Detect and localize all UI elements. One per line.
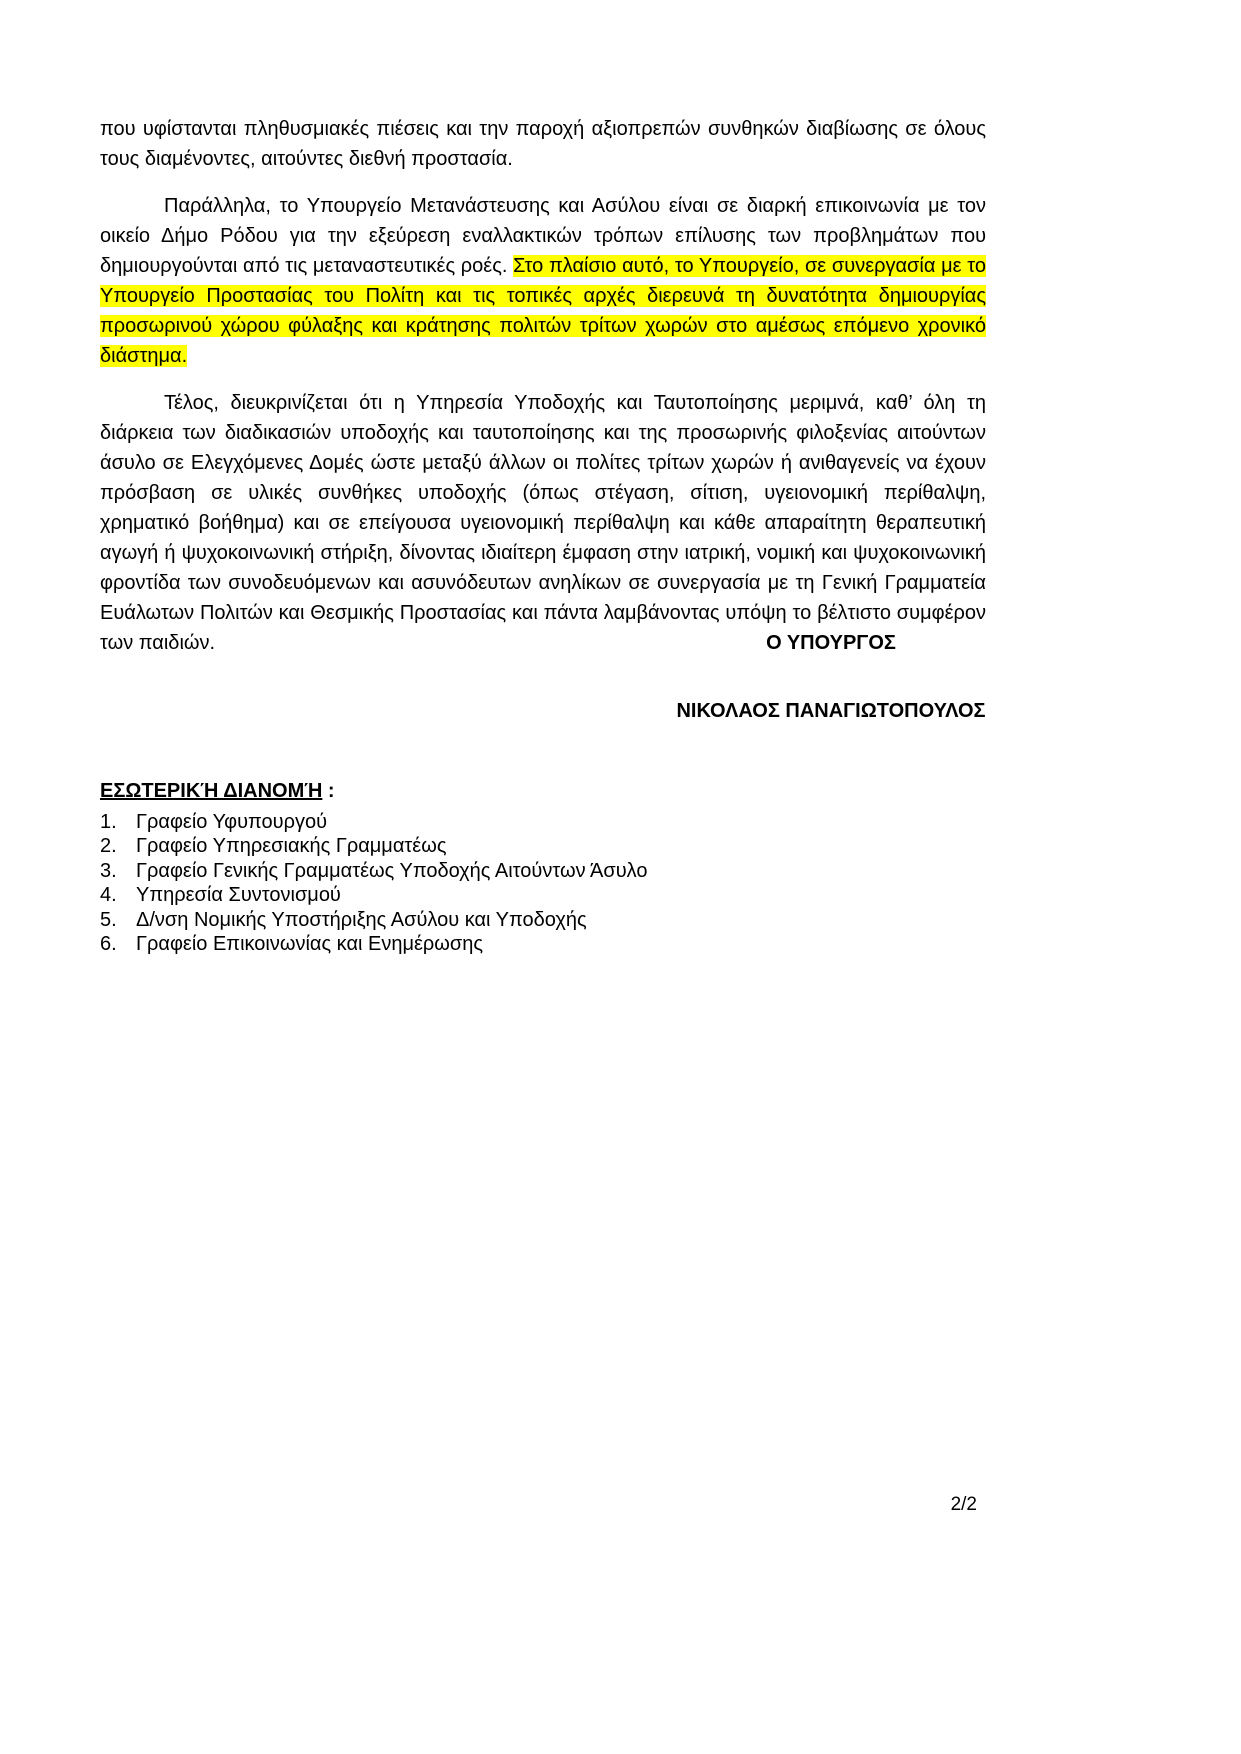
distribution-item-2-label: Γραφείο Υπηρεσιακής Γραμματέως bbox=[136, 835, 447, 858]
signature-block bbox=[661, 631, 1001, 723]
distribution-heading-text: ΕΣΩΤΕΡΙΚΉ ΔΙΑΝΟΜΉ bbox=[100, 780, 323, 802]
paragraph-3: Τέλος, διευκρινίζεται ότι η Υπηρεσία Υποδοχής και Ταυτοποίησης μεριμνά, καθ’ όλη τη διάρκεια των διαδικασιών υποδοχής και ταυτοποίησης και της προσωρινής φιλοξενίας αιτούντων άσυλο σε Ελεγχόμενες Δομές ώστε μεταξύ άλλων οι πολίτες τρίτων χωρών ή ανιθαγενείς να έχουν πρόσβαση σε υλικές συνθήκες υποδοχής (όπως στέγαση, σίτιση, υγειονομική περίθαλψη, χρηματικό βοήθημα) και σε επείγουσα υγειονομική περίθαλψη και κάθε απαραίτητη θεραπευτική αγωγή ή ψυχοκοινωνική στήριξη, δίνοντας ιδιαίτερη έμφαση στην ιατρική, νομική και ψυχοκοινωνική φροντίδα των συνοδευόμενων και ασυνόδευτων ανηλίκων σε συνεργασία με τη Γενική Γραμματεία Ευάλωτων Πολιτών και Θεσμικής Προστασίας και πάντα λαμβάνοντας υπόψη το βέλτιστο συμφέρον των παιδιών. bbox=[100, 392, 986, 654]
signature-title: Ο ΥΠΟΥΡΓΟΣ bbox=[766, 632, 896, 654]
distribution-item-6-label: Γραφείο Επικοινωνίας και Ενημέρωσης bbox=[136, 933, 484, 956]
body-text bbox=[100, 114, 986, 675]
distribution-item-2 bbox=[100, 834, 800, 858]
distribution-item-3 bbox=[100, 859, 800, 883]
paragraph-2-normal-text: Παράλληλα, το Υπουργείο Μετανάστευσης και Ασύλου είναι σε διαρκή επικοινωνία με τον οικείο Δήμο Ρόδου για την εξεύρεση εναλλακτικών τρόπων επίλυσης των προβλημάτων που δημιουργούνται από τις μεταναστευτικές ροές. bbox=[100, 195, 986, 277]
distribution-item-4 bbox=[100, 883, 800, 907]
distribution-heading bbox=[100, 779, 800, 803]
distribution-item-3-label: Γραφείο Γενικής Γραμματέως Υποδοχής Αιτούντων Άσυλο bbox=[136, 859, 648, 882]
distribution-item-5-label: Δ/νση Νομικής Υποστήριξης Ασύλου και Υποδοχής bbox=[136, 908, 587, 931]
distribution-item-4-label: Υπηρεσία Συντονισμού bbox=[136, 884, 341, 907]
page-number: 2/2 bbox=[950, 1494, 977, 1515]
distribution-list bbox=[100, 810, 800, 956]
distribution-item-1-number: 1. bbox=[100, 811, 117, 833]
distribution-item-4-number: 4. bbox=[100, 884, 117, 907]
signature-name: ΝΙΚΟΛΑΟΣ ΠΑΝΑΓΙΩΤΟΠΟΥΛΟΣ bbox=[676, 700, 986, 722]
distribution-item-2-number: 2. bbox=[100, 835, 117, 858]
distribution-item-1 bbox=[100, 810, 800, 834]
distribution-item-5 bbox=[100, 908, 800, 932]
distribution-item-3-number: 3. bbox=[100, 859, 117, 882]
distribution-item-5-number: 5. bbox=[100, 908, 117, 931]
distribution-item-6-number: 6. bbox=[100, 933, 117, 956]
distribution-item-6 bbox=[100, 932, 800, 956]
distribution-item-1-label: Γραφείο Υφυπουργού bbox=[136, 811, 328, 833]
paragraph-1: που υφίστανται πληθυσμιακές πιέσεις και την παροχή αξιοπρεπών συνθηκών διαβίωσης σε όλους τους διαμένοντες, αιτούντες διεθνή προστασία. bbox=[100, 118, 986, 170]
paragraph-2-highlighted-text: Στο πλαίσιο αυτό, το Υπουργείο, σε συνεργασία με το Υπουργείο Προστασίας του Πολίτη και τις τοπικές αρχές διερευνά τη δυνατότητα δημιουργίας προσωρινού χώρου φύλαξης και κράτησης πολιτών τρίτων χωρών στο αμέσως επόμενο χρονικό διάστημα. bbox=[100, 255, 986, 367]
internal-distribution bbox=[100, 779, 800, 956]
distribution-heading-colon: : bbox=[322, 780, 335, 802]
paragraph-2 bbox=[100, 191, 986, 371]
